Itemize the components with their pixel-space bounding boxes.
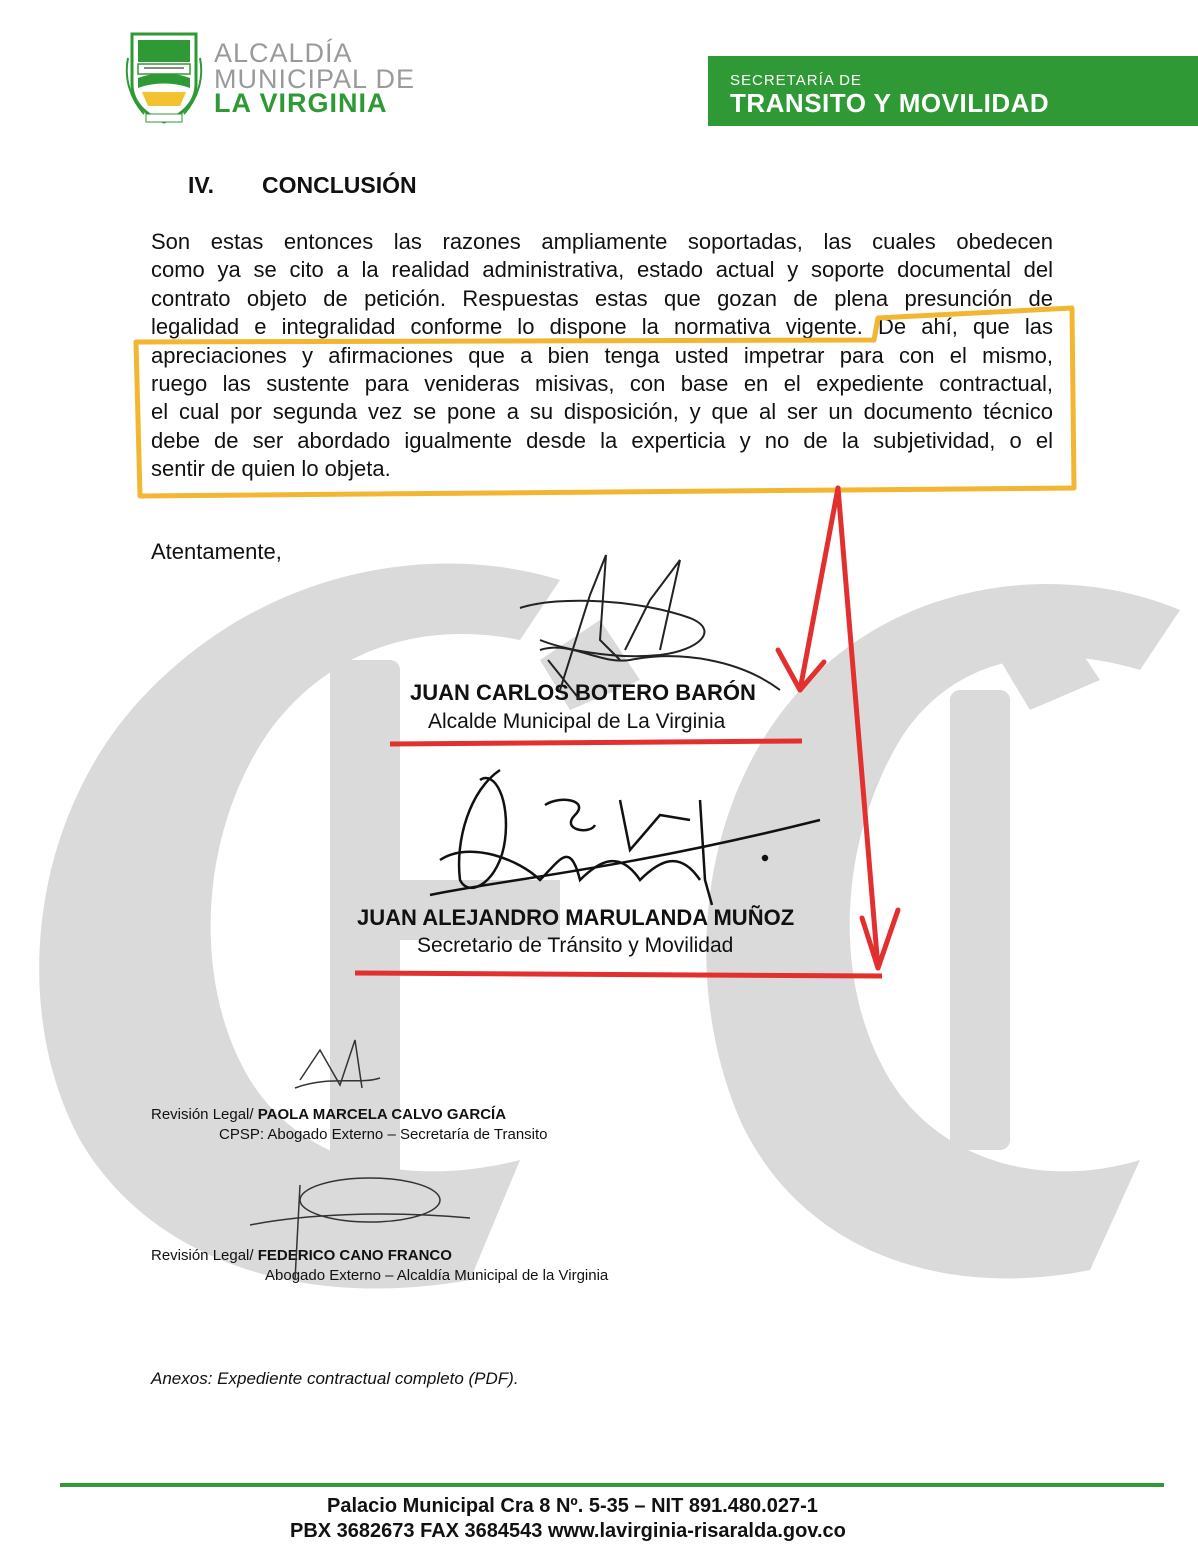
- section-number: IV.: [188, 172, 215, 198]
- conclusion-paragraph: [151, 228, 1053, 484]
- paragraph-line: apreciaciones y afirmaciones que a bien tenga usted impetrar para con el mismo,: [151, 342, 1053, 368]
- secretaria-label-big: TRANSITO Y MOVILIDAD: [730, 88, 1050, 118]
- crest-icon: [124, 28, 204, 124]
- section-heading: [188, 172, 417, 199]
- legal-review-prefix: Revisión Legal/: [151, 1106, 258, 1123]
- paragraph-line: como ya se cito a la realidad administrativa, estado actual y soporte documental del: [151, 257, 1053, 283]
- paragraph-line: Son estas entonces las razones ampliamente soportadas, las cuales obedecen: [151, 229, 1053, 254]
- legal-review-line: [151, 1247, 452, 1264]
- secretaria-label-small: SECRETARÍA DE: [730, 72, 862, 89]
- paragraph-line: debe de ser abordado igualmente desde la experticia y no de la subjetividad, o el: [151, 427, 1053, 453]
- signatory-title: Alcalde Municipal de La Virginia: [428, 710, 726, 733]
- legal-review-prefix: Revisión Legal/: [151, 1247, 258, 1264]
- signatory-name: JUAN CARLOS BOTERO BARÓN: [410, 680, 756, 705]
- section-title: CONCLUSIÓN: [262, 172, 417, 198]
- legal-review-line: [151, 1106, 506, 1123]
- secretaria-banner: [708, 56, 1198, 126]
- logo-text-line2: MUNICIPAL DE: [214, 64, 416, 94]
- legal-reviewer-name: FEDERICO CANO FRANCO: [257, 1247, 452, 1264]
- paragraph-line: contrato objeto de petición. Respuestas estas que gozan de plena presunción de: [151, 285, 1053, 311]
- footer-contact: PBX 3682673 FAX 3684543 www.lavirginia-risaralda.gov.co: [290, 1520, 846, 1542]
- footer-address: Palacio Municipal Cra 8 Nº. 5-35 – NIT 891.480.027-1: [327, 1495, 818, 1517]
- logo-text-line3: LA VIRGINIA: [214, 88, 388, 118]
- signatory-title: Secretario de Tránsito y Movilidad: [417, 934, 734, 957]
- paragraph-line: ruego las sustente para venideras misivas, con base en el expediente contractual,: [151, 370, 1053, 396]
- legal-reviewer-role: CPSP: Abogado Externo – Secretaría de Transito: [219, 1126, 548, 1143]
- legal-reviewer-role: Abogado Externo – Alcaldía Municipal de la Virginia: [265, 1267, 609, 1284]
- annex-note: Anexos: Expediente contractual completo (PDF).: [151, 1369, 519, 1388]
- footer-divider: [60, 1483, 1164, 1487]
- paragraph-line: legalidad e integralidad conforme lo dispone la normativa vigente. De ahí, que las: [151, 314, 1053, 340]
- paragraph-line: sentir de quien lo objeta.: [151, 456, 391, 482]
- signatory-name: JUAN ALEJANDRO MARULANDA MUÑOZ: [357, 905, 795, 930]
- closing-salutation: Atentamente,: [151, 539, 282, 564]
- logo-text-line1: ALCALDÍA: [214, 38, 353, 68]
- legal-reviewer-name: PAOLA MARCELA CALVO GARCÍA: [257, 1106, 507, 1123]
- paragraph-line: el cual por segunda vez se pone a su disposición, y que al ser un documento técnico: [151, 399, 1053, 425]
- municipal-logo: [124, 28, 424, 128]
